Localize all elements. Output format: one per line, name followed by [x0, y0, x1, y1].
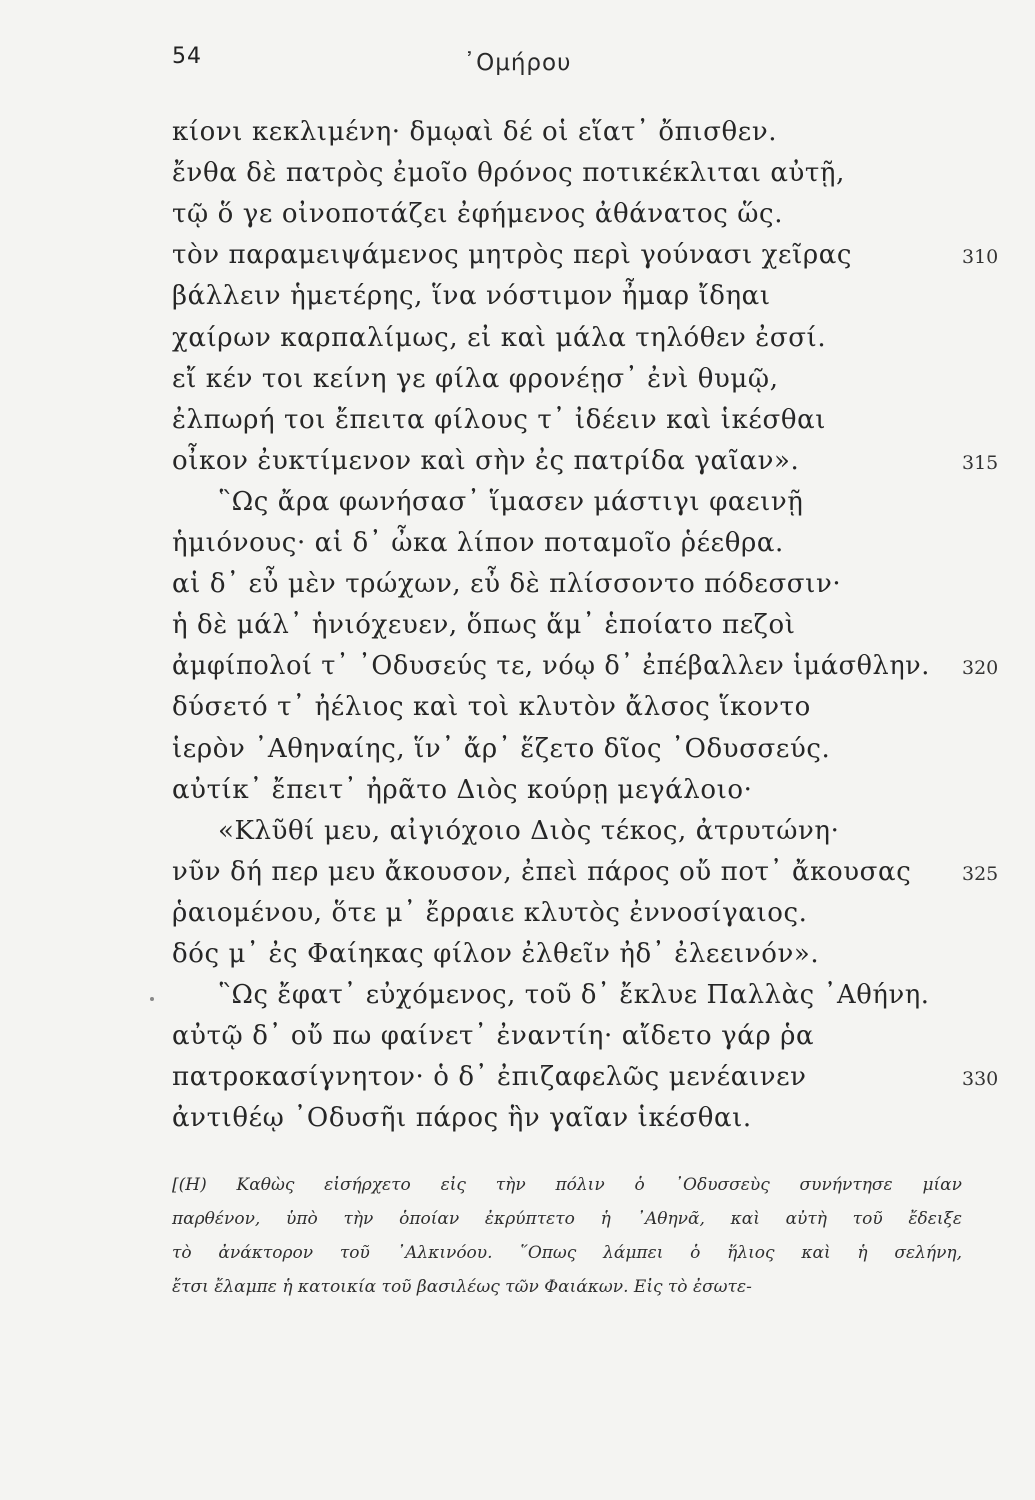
verse-line: χαίρων καρπαλίμως, εἰ καὶ μάλα τηλόθεν ἐσσί.: [172, 322, 827, 353]
verse-line: ἔνθα δὲ πατρὸς ἐμοῖο θρόνος ποτικέκλιται αὐτῇ,: [172, 158, 845, 189]
verse-line: ἀμφίπολοί τ᾿ ᾿Οδυσεύς τε, νόῳ δ᾿ ἐπέβαλλεν ἱμάσθλην.: [172, 651, 930, 682]
verse-line: κίονι κεκλιμένη· δμῳαὶ δέ οἱ εἵατ᾿ ὄπισθεν.: [172, 117, 778, 147]
line-number: 315: [962, 451, 999, 474]
commentary-line: τὸ ἀνάκτορον τοῦ ᾿Αλκινόου. ῞Οπως λάμπει ὁ ἥλιος καὶ ἡ σελήνη,: [172, 1243, 962, 1263]
verse-line: δύσετό τ᾿ ἠέλιος καὶ τοὶ κλυτὸν ἄλσος ἵκοντο: [172, 692, 811, 723]
line-number: 325: [962, 862, 999, 885]
verse-line: πατροκασίγνητον· ὁ δ᾿ ἐπιζαφελῶς μενέαινεν: [172, 1062, 807, 1093]
verse-line: δός μ᾿ ἐς Φαίηκας φίλον ἐλθεῖν ἠδ᾿ ἐλεεινόν».: [172, 939, 820, 969]
verse-line: εἴ κέν τοι κείνη γε φίλα φρονέῃσ᾿ ἐνὶ θυμῷ,: [172, 363, 779, 394]
verse-line: ῝Ως ἄρα φωνήσασ᾿ ἵμασεν μάστιγι φαεινῇ: [218, 486, 804, 517]
verse-line: ἡ δὲ μάλ᾿ ἡνιόχευεν, ὅπως ἅμ᾿ ἑποίατο πεζοὶ: [172, 610, 796, 641]
verse-line: ἀντιθέῳ ᾿Οδυσῆι πάρος ἣν γαῖαν ἱκέσθαι.: [172, 1103, 752, 1134]
verse-line: ἱερὸν ᾿Αθηναίης, ἵν᾿ ἄρ᾿ ἕζετο δῖος ᾿Οδυσσεύς.: [172, 733, 831, 764]
commentary-line: παρθένον, ὑπὸ τὴν ὁποίαν ἐκρύπτετο ἡ ᾿Αθηνᾶ, καὶ αὐτὴ τοῦ ἔδειξε: [172, 1209, 962, 1229]
verse-line: αἱ δ᾿ εὖ μὲν τρώχων, εὖ δὲ πλίσσοντο πόδεσσιν·: [172, 569, 842, 600]
margin-dot: [150, 997, 154, 1001]
line-number: 320: [962, 657, 999, 680]
verse-line: αὐτίκ᾿ ἔπειτ᾿ ἠρᾶτο Διὸς κούρῃ μεγάλοιο·: [172, 774, 753, 805]
verse-line: ἐλπωρή τοι ἔπειτα φίλους τ᾿ ἰδέειν καὶ ἱκέσθαι: [172, 404, 827, 435]
verse-line: αὐτῷ δ᾿ οὔ πω φαίνετ᾿ ἐναντίη· αἴδετο γάρ ῥα: [172, 1021, 815, 1052]
running-head: ᾿Ομήρου: [463, 50, 572, 76]
verse-line: νῦν δή περ μευ ἄκουσον, ἐπεὶ πάρος οὔ ποτ᾿ ἄκουσας: [172, 856, 912, 887]
page-number: 54: [172, 44, 202, 69]
verse-line: ἡμιόνους· αἱ δ᾿ ὦκα λίπον ποταμοῖο ῥέεθρα.: [172, 528, 784, 558]
verse-line: οἶκον ἐυκτίμενον καὶ σὴν ἐς πατρίδα γαῖαν».: [172, 445, 800, 476]
line-number: 310: [962, 246, 999, 269]
commentary-line: [(Η) Καθὼς εἰσήρχετο εἰς τὴν πόλιν ὁ ᾿Οδυσσεὺς συνήντησε μίαν: [172, 1175, 962, 1195]
verse-line: βάλλειν ἡμετέρης, ἵνα νόστιμον ἦμαρ ἴδηαι: [172, 281, 771, 312]
commentary-block: [172, 1168, 962, 1304]
verse-line: ῥαιομένου, ὅτε μ᾿ ἔρραιε κλυτὸς ἐννοσίγαιος.: [172, 897, 808, 928]
verse-line: ῝Ως ἔφατ᾿ εὐχόμενος, τοῦ δ᾿ ἔκλυε Παλλὰς ᾿Αθήνη.: [218, 980, 930, 1011]
commentary-line: ἔτσι ἔλαμπε ἡ κατοικία τοῦ βασιλέως τῶν Φαιάκων. Εἰς τὸ ἐσωτε-: [172, 1277, 752, 1297]
verse-line: τὸν παραμειψάμενος μητρὸς περὶ γούνασι χεῖρας: [172, 240, 853, 271]
line-number: 330: [962, 1068, 999, 1091]
verse-line: «Κλῦθί μευ, αἰγιόχοιο Διὸς τέκος, ἀτρυτώνη·: [218, 815, 840, 846]
verse-line: τῷ ὅ γε οἰνοποτάζει ἐφήμενος ἀθάνατος ὥς.: [172, 199, 784, 230]
